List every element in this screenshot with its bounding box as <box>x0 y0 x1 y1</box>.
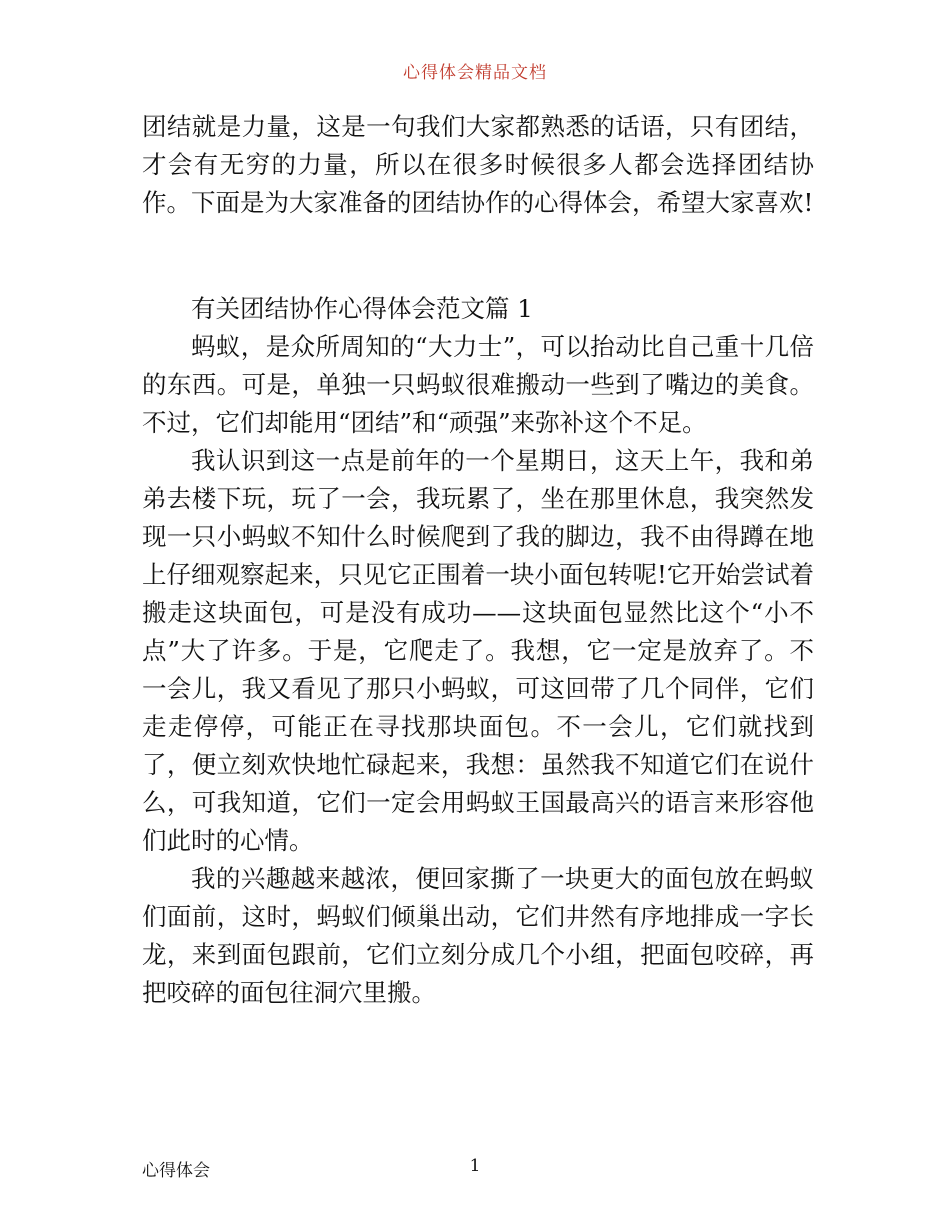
page-header-title: 心得体会精品文档 <box>403 63 547 83</box>
footer-label: 心得体会 <box>142 1161 210 1181</box>
section-title: 有关团结协作心得体会范文篇 1 <box>191 294 533 323</box>
body-paragraph-1: 蚂蚁，是众所周知的“大力士”，可以抬动比自己重十几倍的东西。可是，单独一只蚂蚁很难搬动一些到了嘴边的美食。不过，它们却能用“团结”和“顽强”来弥补这个不足。 <box>142 332 814 437</box>
document-body <box>142 108 814 1012</box>
body-paragraph-3: 我的兴趣越来越浓，便回家撕了一块更大的面包放在蚂蚁们面前，这时，蚂蚁们倾巢出动，它们井然有序地排成一字长龙，来到面包跟前，它们立刻分成几个小组，把面包咬碎，再把咬碎的面包往洞穴里搬。 <box>142 864 814 1007</box>
page-number: 1 <box>469 1156 481 1176</box>
body-paragraph-2: 我认识到这一点是前年的一个星期日，这天上午，我和弟弟去楼下玩，玩了一会，我玩累了，坐在那里休息，我突然发现一只小蚂蚁不知什么时候爬到了我的脚边，我不由得蹲在地上仔细观察起来，只见它正围着一块小面包转呢!它开始尝试着搬走这块面包，可是没有成功——这块面包显然比这个“小不点”大了许多。于是，它爬走了。我想，它一定是放弃了。不一会儿，我又看见了那只小蚂蚁，可这回带了几个同伴，它们走走停停，可能正在寻找那块面包。不一会儿，它们就找到了，便立刻欢快地忙碌起来，我想：虽然我不知道它们在说什么，可我知道，它们一定会用蚂蚁王国最高兴的语言来形容他们此时的心情。 <box>142 446 814 855</box>
intro-paragraph: 团结就是力量，这是一句我们大家都熟悉的话语，只有团结，才会有无穷的力量，所以在很多时候很多人都会选择团结协作。下面是为大家准备的团结协作的心得体会，希望大家喜欢! <box>142 112 814 217</box>
